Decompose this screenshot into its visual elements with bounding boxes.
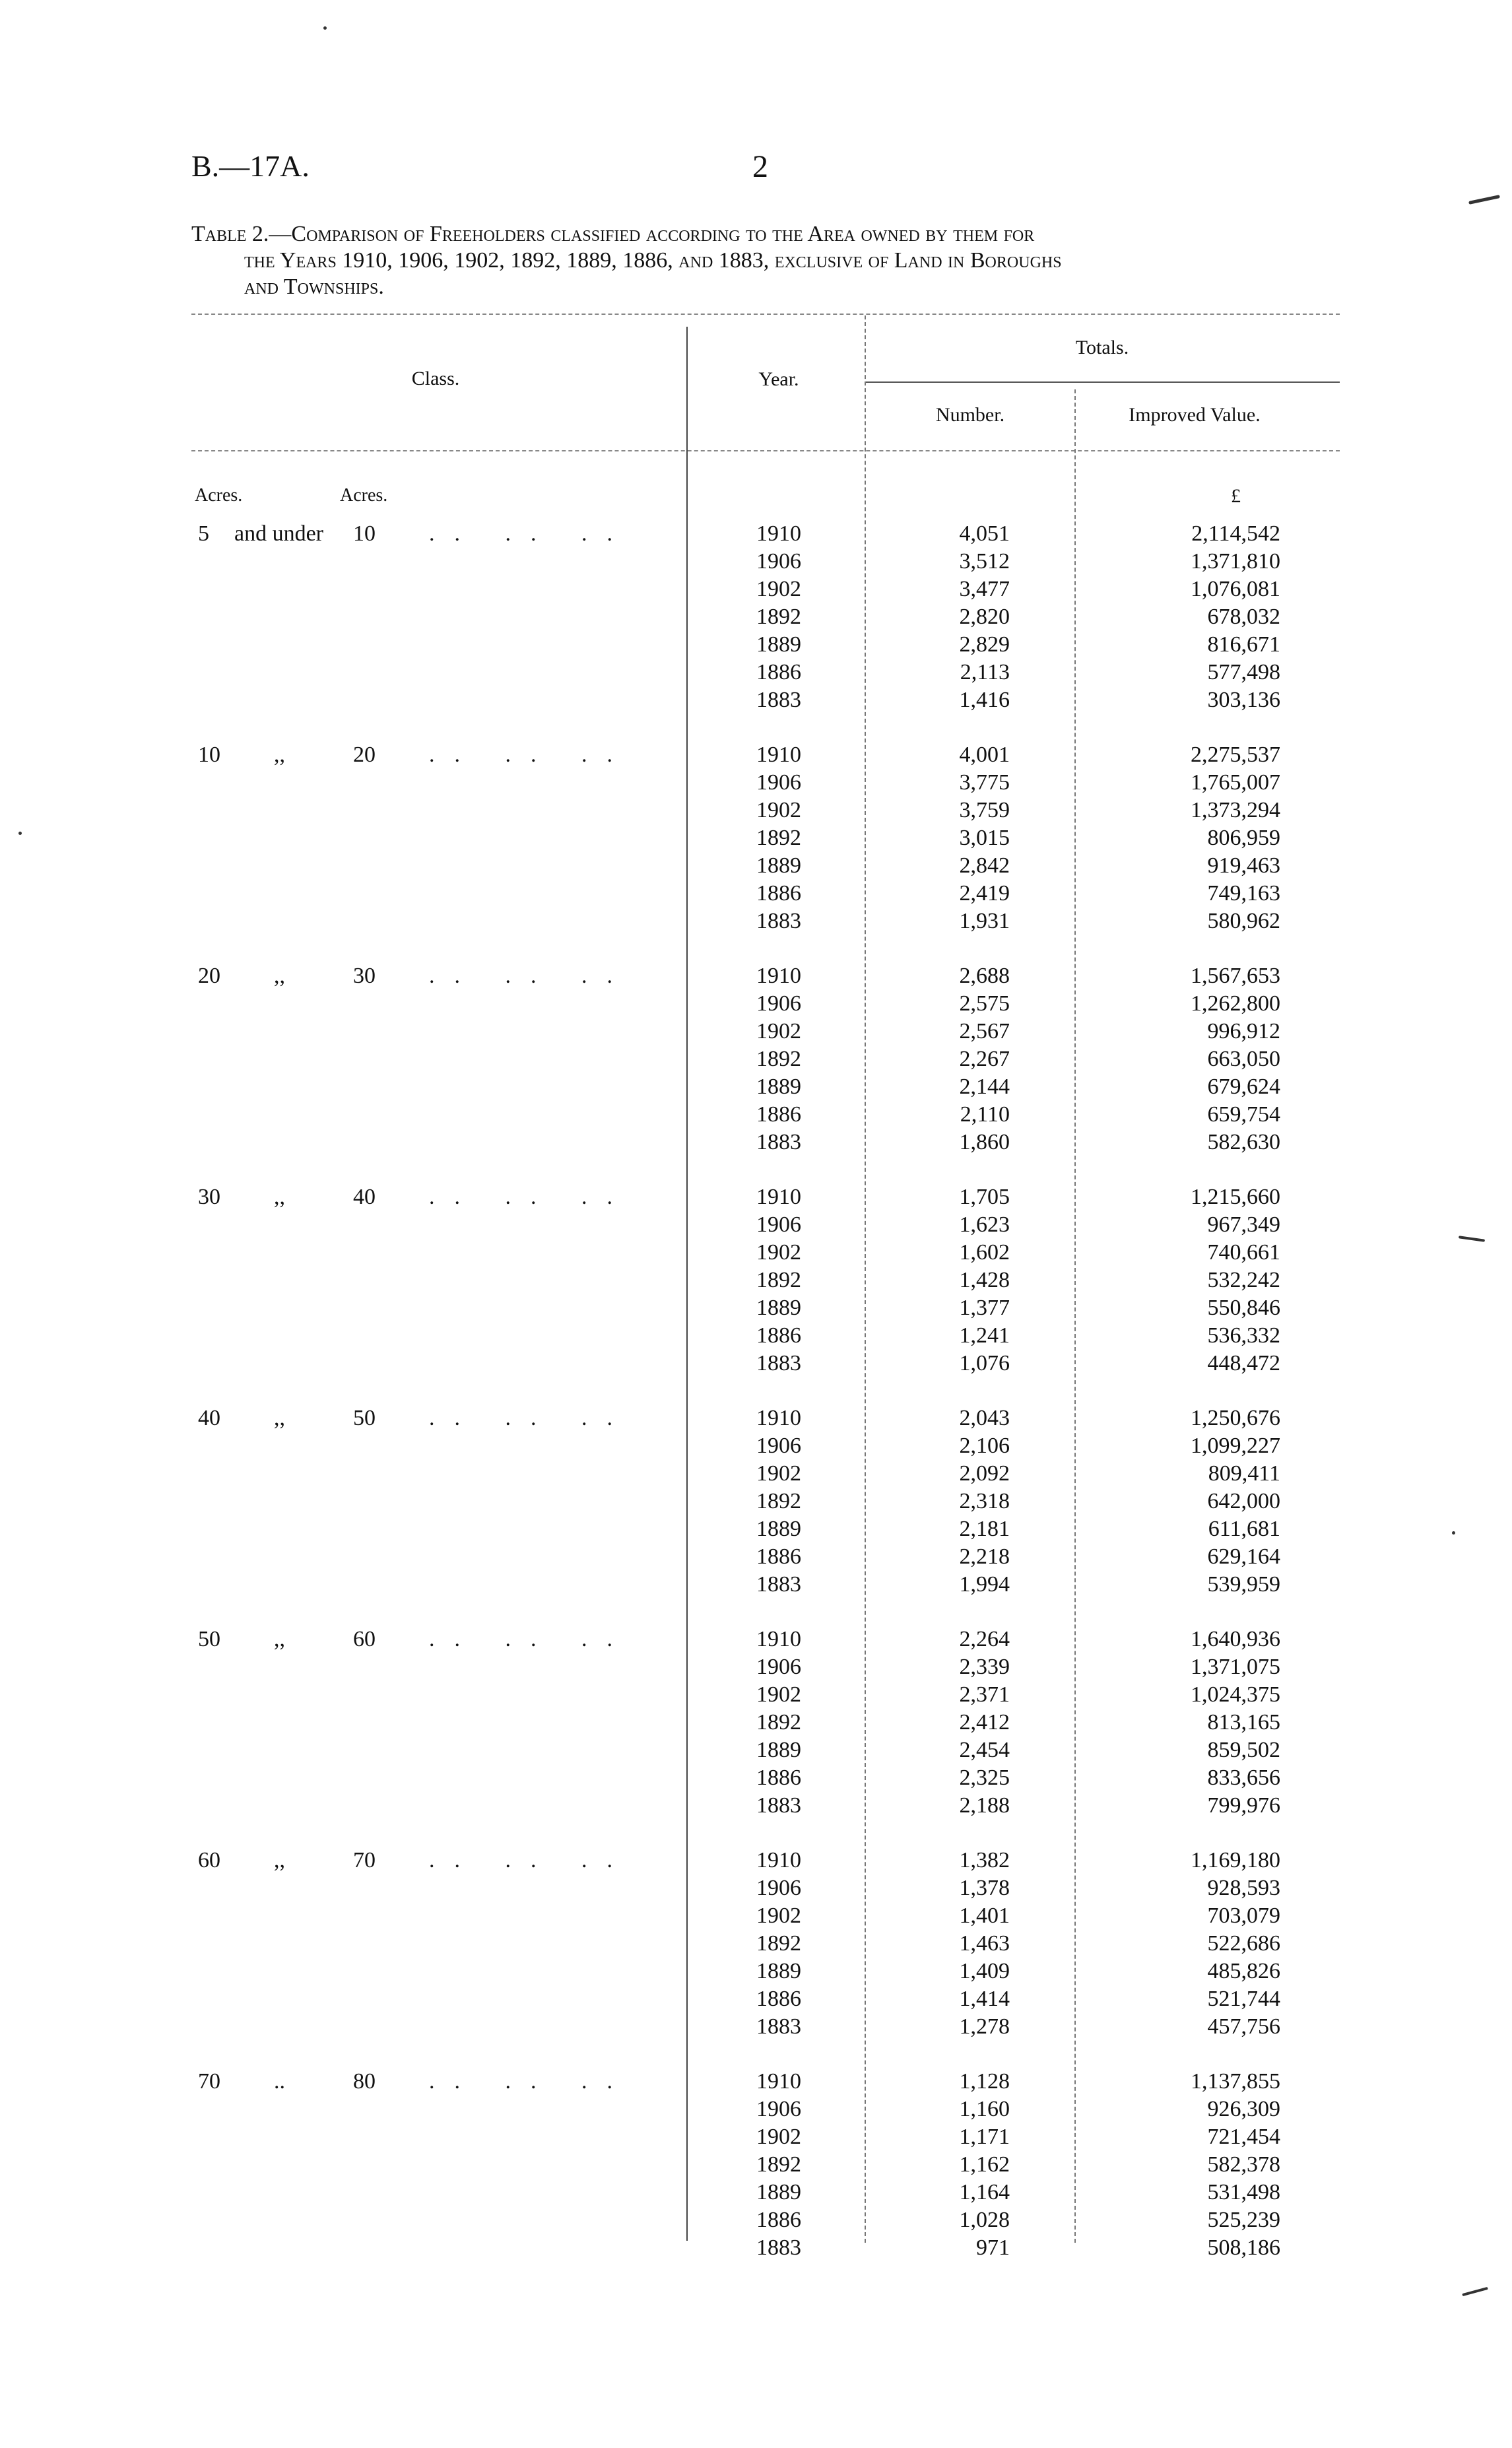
year-cell: 1892 — [756, 2152, 801, 2177]
year-cell: 1889 — [756, 1296, 801, 1320]
year-cell: 1902 — [756, 798, 801, 822]
number-cell: 1,128 — [959, 2069, 1010, 2094]
table-title — [191, 221, 1340, 300]
year-cell: 1910 — [756, 1627, 801, 1651]
number-cell: 1,994 — [959, 1572, 1010, 1597]
improved-value-cell: 659,754 — [1207, 1102, 1280, 1127]
number-cell: 1,401 — [959, 1903, 1010, 1928]
improved-value-cell: 642,000 — [1207, 1489, 1280, 1513]
number-cell: 2,264 — [959, 1627, 1010, 1651]
number-cell: 1,602 — [959, 1240, 1010, 1265]
number-cell: 1,164 — [959, 2180, 1010, 2204]
class-separator: ,, — [274, 1848, 285, 1872]
year-cell: 1892 — [756, 1047, 801, 1071]
year-cell: 1886 — [756, 2208, 801, 2232]
class-separator: .. — [274, 2069, 285, 2094]
year-cell: 1910 — [756, 1406, 801, 1430]
improved-value-cell: 582,630 — [1207, 1130, 1280, 1154]
class-to: 60 — [353, 1627, 376, 1651]
acres-label-from: Acres. — [195, 485, 243, 506]
improved-value-cell: 1,640,936 — [1191, 1627, 1280, 1651]
number-cell: 2,829 — [959, 632, 1010, 657]
number-cell: 2,144 — [959, 1075, 1010, 1099]
improved-value-cell: 522,686 — [1207, 1931, 1280, 1956]
improved-value-cell: 539,959 — [1207, 1572, 1280, 1597]
improved-value-cell: 577,498 — [1207, 660, 1280, 684]
number-cell: 2,688 — [959, 964, 1010, 988]
improved-value-cell: 813,165 — [1207, 1710, 1280, 1735]
column-header-number: Number. — [935, 404, 1005, 426]
improved-value-cell: 816,671 — [1207, 632, 1280, 657]
number-cell: 1,416 — [959, 688, 1010, 712]
year-cell: 1883 — [756, 2235, 801, 2260]
number-cell: 2,218 — [959, 1544, 1010, 1569]
improved-value-cell: 749,163 — [1207, 881, 1280, 906]
number-cell: 3,015 — [959, 826, 1010, 850]
year-cell: 1902 — [756, 1240, 801, 1265]
improved-value-cell: 629,164 — [1207, 1544, 1280, 1569]
improved-value-cell: 1,567,653 — [1191, 964, 1280, 988]
number-cell: 2,113 — [960, 660, 1010, 684]
year-cell: 1889 — [756, 1738, 801, 1762]
class-from: 20 — [198, 964, 220, 988]
year-cell: 1892 — [756, 826, 801, 850]
improved-value-cell: 799,976 — [1207, 1793, 1280, 1818]
number-cell: 2,567 — [959, 1019, 1010, 1043]
improved-value-cell: 967,349 — [1207, 1212, 1280, 1237]
improved-value-cell: 809,411 — [1208, 1461, 1280, 1486]
class-to: 80 — [353, 2069, 376, 2094]
number-cell: 1,382 — [959, 1848, 1010, 1872]
year-cell: 1906 — [756, 1655, 801, 1679]
year-cell: 1889 — [756, 1075, 801, 1099]
leader-dots: .. .. .. — [429, 1848, 632, 1872]
number-cell: 1,463 — [959, 1931, 1010, 1956]
number-cell: 1,076 — [959, 1351, 1010, 1375]
number-cell: 2,267 — [959, 1047, 1010, 1071]
improved-value-cell: 448,472 — [1207, 1351, 1280, 1375]
year-cell: 1902 — [756, 1461, 801, 1486]
improved-value-cell: 2,114,542 — [1191, 521, 1280, 546]
improved-value-cell: 582,378 — [1207, 2152, 1280, 2177]
number-cell: 1,377 — [959, 1296, 1010, 1320]
number-cell: 1,241 — [959, 1323, 1010, 1348]
number-cell: 2,454 — [959, 1738, 1010, 1762]
year-cell: 1906 — [756, 1212, 801, 1237]
number-cell: 1,160 — [959, 2097, 1010, 2121]
year-cell: 1889 — [756, 632, 801, 657]
improved-value-cell: 833,656 — [1207, 1766, 1280, 1790]
header-bottom-rule — [191, 450, 1340, 451]
improved-value-cell: 1,137,855 — [1191, 2069, 1280, 2094]
improved-value-cell: 457,756 — [1207, 2014, 1280, 2039]
year-cell: 1889 — [756, 1517, 801, 1541]
improved-value-cell: 996,912 — [1207, 1019, 1280, 1043]
year-cell: 1886 — [756, 1766, 801, 1790]
year-cell: 1883 — [756, 1130, 801, 1154]
year-cell: 1886 — [756, 1102, 801, 1127]
improved-value-cell: 1,215,660 — [1191, 1185, 1280, 1209]
number-cell: 2,842 — [959, 853, 1010, 878]
number-cell: 2,092 — [959, 1461, 1010, 1486]
year-cell: 1902 — [756, 577, 801, 601]
year-cell: 1910 — [756, 964, 801, 988]
table-title-line-3: and Townships. — [244, 275, 384, 299]
table-title-line-1: Table 2.—Comparison of Freeholders classified according to the Area owned by them for — [191, 222, 1035, 246]
number-cell: 1,623 — [959, 1212, 1010, 1237]
leader-dots: .. .. .. — [429, 964, 632, 988]
class-from: 60 — [198, 1848, 220, 1872]
number-cell: 971 — [976, 2235, 1010, 2260]
year-cell: 1906 — [756, 1876, 801, 1900]
number-cell: 1,162 — [959, 2152, 1010, 2177]
number-cell: 1,171 — [959, 2125, 1010, 2149]
improved-value-cell: 531,498 — [1207, 2180, 1280, 2204]
number-cell: 3,512 — [959, 549, 1010, 574]
value-column-left-rule — [1074, 389, 1076, 2243]
year-cell: 1910 — [756, 521, 801, 546]
class-separator: and under — [234, 521, 324, 546]
acres-label-to: Acres. — [340, 485, 388, 506]
leader-dots: .. .. .. — [429, 1627, 632, 1651]
year-cell: 1906 — [756, 1434, 801, 1458]
year-cell: 1883 — [756, 1793, 801, 1818]
year-cell: 1906 — [756, 549, 801, 574]
year-cell: 1902 — [756, 1903, 801, 1928]
number-cell: 1,028 — [959, 2208, 1010, 2232]
year-cell: 1883 — [756, 909, 801, 933]
improved-value-cell: 806,959 — [1207, 826, 1280, 850]
number-cell: 2,318 — [959, 1489, 1010, 1513]
number-cell: 1,860 — [959, 1130, 1010, 1154]
year-cell: 1883 — [756, 2014, 801, 2039]
class-to: 10 — [353, 521, 376, 546]
improved-value-cell: 1,371,810 — [1191, 549, 1280, 574]
year-cell: 1910 — [756, 1185, 801, 1209]
year-cell: 1892 — [756, 1489, 801, 1513]
number-cell: 2,419 — [959, 881, 1010, 906]
year-cell: 1910 — [756, 743, 801, 767]
leader-dots: .. .. .. — [429, 2069, 632, 2094]
year-cell: 1906 — [756, 991, 801, 1016]
year-cell: 1910 — [756, 2069, 801, 2094]
year-cell: 1889 — [756, 853, 801, 878]
improved-value-cell: 532,242 — [1207, 1268, 1280, 1292]
year-cell: 1883 — [756, 1351, 801, 1375]
scan-speck — [1462, 2287, 1488, 2296]
year-cell: 1886 — [756, 1987, 801, 2011]
improved-value-cell: 611,681 — [1208, 1517, 1280, 1541]
scan-speck — [1468, 195, 1500, 205]
number-cell: 3,477 — [959, 577, 1010, 601]
improved-value-cell: 1,076,081 — [1191, 577, 1280, 601]
column-header-year: Year. — [758, 368, 799, 390]
improved-value-cell: 2,275,537 — [1191, 743, 1280, 767]
improved-value-cell: 1,024,375 — [1191, 1682, 1280, 1707]
year-cell: 1889 — [756, 2180, 801, 2204]
year-cell: 1892 — [756, 1931, 801, 1956]
class-from: 50 — [198, 1627, 220, 1651]
year-cell: 1902 — [756, 1019, 801, 1043]
improved-value-cell: 1,765,007 — [1191, 770, 1280, 795]
number-cell: 2,106 — [959, 1434, 1010, 1458]
number-cell: 1,705 — [959, 1185, 1010, 1209]
number-cell: 1,414 — [959, 1987, 1010, 2011]
year-cell: 1906 — [756, 2097, 801, 2121]
number-cell: 1,378 — [959, 1876, 1010, 1900]
year-column-left-rule — [686, 327, 688, 2241]
improved-value-cell: 1,371,075 — [1191, 1655, 1280, 1679]
scan-speck — [1452, 1531, 1455, 1535]
class-separator: ,, — [274, 1406, 285, 1430]
number-cell: 1,931 — [959, 909, 1010, 933]
number-cell: 2,575 — [959, 991, 1010, 1016]
improved-value-cell: 679,624 — [1207, 1075, 1280, 1099]
number-cell: 4,001 — [959, 743, 1010, 767]
year-cell: 1883 — [756, 688, 801, 712]
column-header-improved-value: Improved Value. — [1129, 404, 1261, 426]
improved-value-cell: 919,463 — [1207, 853, 1280, 878]
class-separator: ,, — [274, 964, 285, 988]
year-cell: 1886 — [756, 660, 801, 684]
number-cell: 2,110 — [960, 1102, 1010, 1127]
improved-value-cell: 1,373,294 — [1191, 798, 1280, 822]
improved-value-cell: 926,309 — [1207, 2097, 1280, 2121]
improved-value-cell: 721,454 — [1207, 2125, 1280, 2149]
year-cell: 1902 — [756, 1682, 801, 1707]
number-cell: 3,759 — [959, 798, 1010, 822]
improved-value-cell: 580,962 — [1207, 909, 1280, 933]
improved-value-cell: 928,593 — [1207, 1876, 1280, 1900]
currency-symbol: £ — [1231, 485, 1241, 507]
number-cell: 2,339 — [959, 1655, 1010, 1679]
number-cell: 2,043 — [959, 1406, 1010, 1430]
class-from: 30 — [198, 1185, 220, 1209]
number-cell: 2,188 — [959, 1793, 1010, 1818]
improved-value-cell: 550,846 — [1207, 1296, 1280, 1320]
column-header-class: Class. — [411, 368, 460, 389]
year-cell: 1906 — [756, 770, 801, 795]
class-separator: ,, — [274, 743, 285, 767]
leader-dots: .. .. .. — [429, 1406, 632, 1430]
year-cell: 1892 — [756, 1268, 801, 1292]
class-to: 30 — [353, 964, 376, 988]
class-separator: ,, — [274, 1185, 285, 1209]
improved-value-cell: 508,186 — [1207, 2235, 1280, 2260]
year-cell: 1902 — [756, 2125, 801, 2149]
number-cell: 2,181 — [959, 1517, 1010, 1541]
class-to: 40 — [353, 1185, 376, 1209]
leader-dots: .. .. .. — [429, 743, 632, 767]
improved-value-cell: 1,262,800 — [1191, 991, 1280, 1016]
totals-rule — [865, 381, 1340, 383]
year-cell: 1892 — [756, 605, 801, 629]
number-cell: 1,409 — [959, 1959, 1010, 1983]
number-cell: 2,325 — [959, 1766, 1010, 1790]
class-to: 50 — [353, 1406, 376, 1430]
improved-value-cell: 1,169,180 — [1191, 1848, 1280, 1872]
year-cell: 1892 — [756, 1710, 801, 1735]
page-number: 2 — [752, 149, 768, 184]
scan-speck — [1459, 1236, 1485, 1242]
document-reference: B.—17A. — [191, 149, 310, 183]
year-cell: 1910 — [756, 1848, 801, 1872]
number-cell: 2,371 — [959, 1682, 1010, 1707]
improved-value-cell: 485,826 — [1207, 1959, 1280, 1983]
class-from: 5 — [198, 521, 209, 546]
number-cell: 1,428 — [959, 1268, 1010, 1292]
year-cell: 1886 — [756, 881, 801, 906]
scan-speck — [323, 26, 327, 30]
improved-value-cell: 525,239 — [1207, 2208, 1280, 2232]
leader-dots: .. .. .. — [429, 1185, 632, 1209]
improved-value-cell: 740,661 — [1207, 1240, 1280, 1265]
column-header-totals: Totals. — [1075, 337, 1129, 358]
improved-value-cell: 703,079 — [1207, 1903, 1280, 1928]
year-cell: 1886 — [756, 1323, 801, 1348]
improved-value-cell: 1,099,227 — [1191, 1434, 1280, 1458]
class-to: 20 — [353, 743, 376, 767]
improved-value-cell: 678,032 — [1207, 605, 1280, 629]
improved-value-cell: 663,050 — [1207, 1047, 1280, 1071]
number-cell: 4,051 — [959, 521, 1010, 546]
leader-dots: .. .. .. — [429, 521, 632, 546]
improved-value-cell: 521,744 — [1207, 1987, 1280, 2011]
improved-value-cell: 536,332 — [1207, 1323, 1280, 1348]
class-from: 10 — [198, 743, 220, 767]
improved-value-cell: 859,502 — [1207, 1738, 1280, 1762]
class-to: 70 — [353, 1848, 376, 1872]
number-cell: 3,775 — [959, 770, 1010, 795]
year-cell: 1883 — [756, 1572, 801, 1597]
table-title-line-2: the Years 1910, 1906, 1902, 1892, 1889, 1886, and 1883, exclusive of Land in Boroughs — [244, 248, 1062, 273]
improved-value-cell: 303,136 — [1207, 688, 1280, 712]
class-from: 70 — [198, 2069, 220, 2094]
number-cell: 2,412 — [959, 1710, 1010, 1735]
class-from: 40 — [198, 1406, 220, 1430]
scan-speck — [18, 832, 22, 835]
number-cell: 2,820 — [959, 605, 1010, 629]
year-cell: 1886 — [756, 1544, 801, 1569]
table-top-rule — [191, 314, 1340, 315]
number-cell: 1,278 — [959, 2014, 1010, 2039]
year-cell: 1889 — [756, 1959, 801, 1983]
class-separator: ,, — [274, 1627, 285, 1651]
improved-value-cell: 1,250,676 — [1191, 1406, 1280, 1430]
